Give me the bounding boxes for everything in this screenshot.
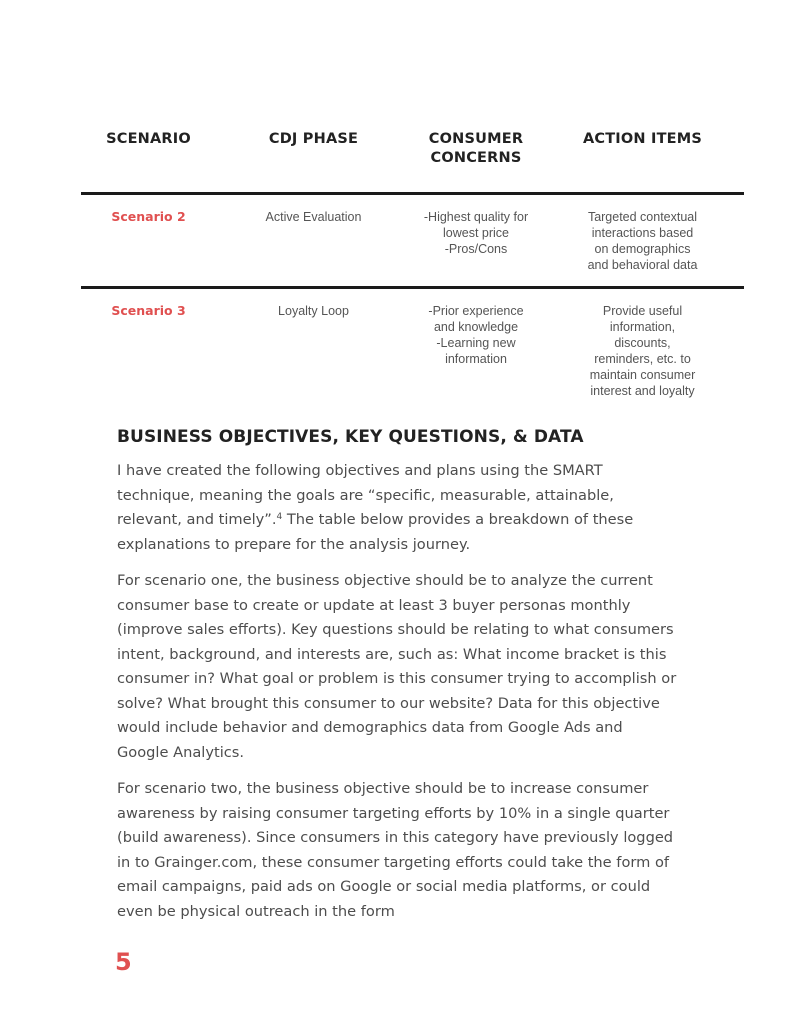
intro-paragraph	[117, 459, 677, 557]
phase-cell: Active Evaluation	[265, 210, 362, 224]
header-concerns-line: CONSUMER	[428, 131, 524, 147]
header-action-items	[541, 130, 744, 192]
actions-cell	[541, 303, 744, 403]
header-cdj-phase	[216, 130, 411, 192]
scenario-one-paragraph: For scenario one, the business objective should be to analyze the current consumer base to create or update at least 3 buyer personas monthly (improve sales efforts). Key questions should be relating to what consumers intent, background, and interests are, such as: What income bracket is this consumer in? What goal or problem is this consumer trying to accomplish or solve? What brought this consumer to our website? Data for this objective would include behavior and demographics data from Google Ads and Google Analytics.	[117, 572, 677, 761]
actions-line: Provide useful	[602, 304, 683, 318]
header-cdj-phase-text: CDJ PHASE	[268, 131, 359, 147]
scenario-two-paragraph: For scenario two, the business objective should be to increase consumer awareness by raising consumer targeting efforts by 10% in a single quarter (build awareness). Since consumers in this category have previously logged in to Grainger.com, these consumer targeting efforts could take the form of email campaigns, paid ads on Google or social media platforms, or could even be physical outreach in the form	[117, 780, 674, 920]
concerns-line: -Learning new	[436, 336, 516, 350]
table-header-row	[81, 130, 744, 192]
phase-cell: Loyalty Loop	[278, 304, 349, 318]
scenario-table	[81, 130, 744, 403]
header-consumer-concerns	[411, 130, 541, 192]
section-heading: BUSINESS OBJECTIVES, KEY QUESTIONS, & DATA	[117, 427, 584, 447]
actions-line: interest and loyalty	[590, 384, 695, 398]
scenario-cell: Scenario 2	[111, 209, 186, 224]
concerns-line: -Prior experience	[428, 304, 524, 318]
paragraph-text: I have created the following objectives and plans using the SMART technique, meaning the goals are “specific, measurable, attainable, relevant, and timely”.	[117, 462, 614, 528]
concerns-line: -Highest quality for	[423, 210, 529, 224]
actions-line: maintain consumer	[589, 368, 696, 382]
header-action-items-text: ACTION ITEMS	[582, 131, 703, 147]
paragraph-text: The table below provides a breakdown of these explanations to prepare for the analysis journey.	[117, 511, 634, 553]
header-concerns-line: CONCERNS	[430, 150, 522, 166]
concerns-line: lowest price	[443, 226, 509, 240]
header-scenario	[81, 130, 216, 192]
actions-line: reminders, etc. to	[594, 352, 691, 366]
table-row	[81, 289, 744, 403]
actions-line: Targeted contextual	[587, 210, 698, 224]
business-objectives-section	[117, 425, 677, 936]
concerns-cell	[411, 209, 541, 286]
actions-line: and behavioral data	[587, 258, 698, 272]
actions-line: discounts,	[614, 336, 671, 350]
concerns-line: information	[445, 352, 507, 366]
concerns-cell	[411, 303, 541, 403]
table-row	[81, 195, 744, 286]
page-number: 5	[115, 948, 132, 976]
actions-line: interactions based	[591, 226, 694, 240]
actions-cell	[541, 209, 744, 286]
scenario-cell: Scenario 3	[111, 303, 186, 318]
concerns-line: -Pros/Cons	[444, 242, 508, 256]
actions-line: on demographics	[594, 242, 691, 256]
concerns-line: and knowledge	[433, 320, 519, 334]
actions-line: information,	[609, 320, 676, 334]
footnote-reference[interactable]: 4	[276, 512, 283, 522]
header-scenario-text: SCENARIO	[106, 131, 191, 147]
